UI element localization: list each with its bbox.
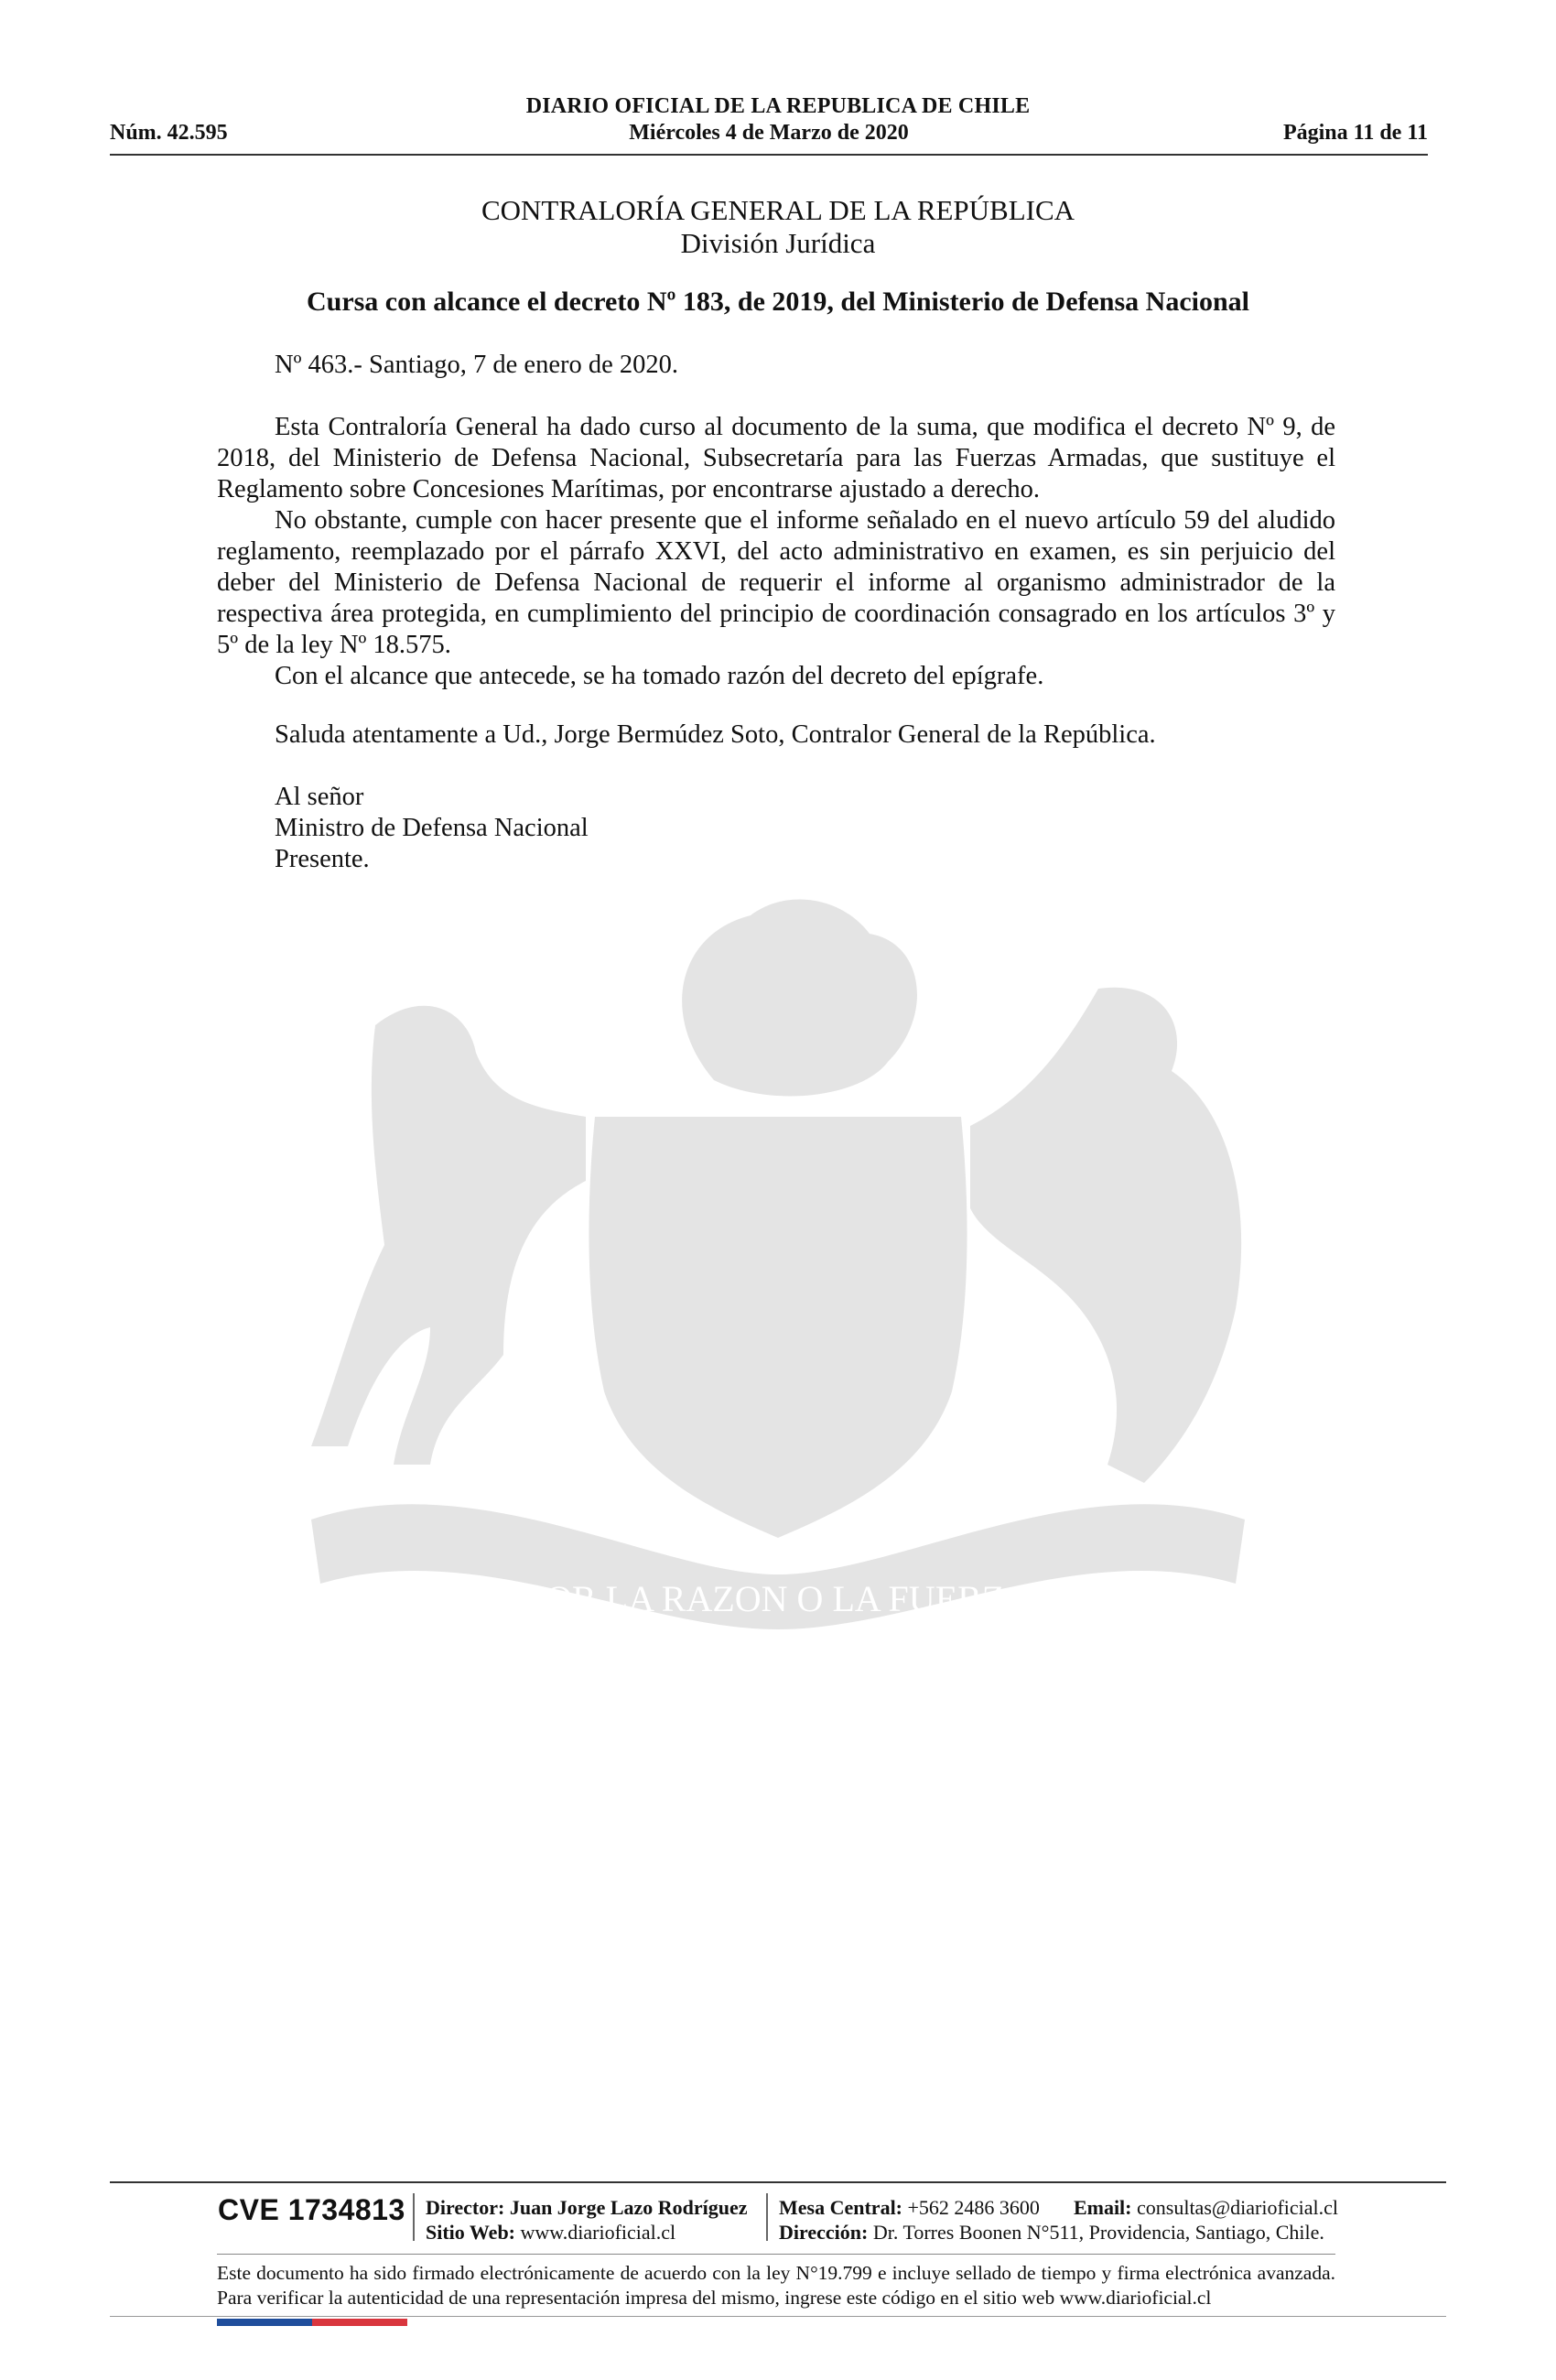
shield-icon — [589, 1117, 967, 1538]
postal-address: Dr. Torres Boonen N°511, Providencia, Santiago, Chile. — [872, 2221, 1324, 2244]
issue-number: Núm. 42.595 — [110, 121, 228, 145]
addressee-line-1: Al señor — [275, 783, 364, 811]
page-number: Página 11 de 11 — [1282, 121, 1428, 145]
header-row — [110, 121, 1428, 150]
footer-director-column — [426, 2195, 748, 2245]
signature-disclaimer: Este documento ha sido firmado electrónicamente de acuerdo con la ley N°19.799 e incluye sellado de tiempo y firma electrónica avanzada. Para verificar la autenticidad de una representación impresa del mismo, ingrese este código en el sitio web www.diarioficial.cl — [217, 2262, 1335, 2309]
issuing-organization — [0, 194, 1556, 260]
email-label: Email: — [1073, 2196, 1132, 2219]
paragraph-1: Esta Contraloría General ha dado curso al documento de la suma, que modifica el decreto Nº 9, de 2018, del Ministerio de Defensa Nacional, Subsecretaría para las Fuerzas Armadas, que sustituye el Reglamento sobre Concesiones Marítimas, por encontrarse ajustado a derecho. — [217, 413, 1335, 503]
director-label: Director: — [426, 2196, 505, 2219]
phone-number: +562 2486 3600 — [907, 2196, 1040, 2219]
email-address[interactable]: consultas@diarioficial.cl — [1137, 2196, 1339, 2219]
document-heading: Cursa con alcance el decreto Nº 183, de 2019, del Ministerio de Defensa Nacional — [306, 287, 1250, 317]
web-label: Sitio Web: — [426, 2221, 516, 2244]
footer-divider-mid — [217, 2254, 1335, 2255]
coat-of-arms-watermark — [201, 879, 1355, 1684]
director-name: Juan Jorge Lazo Rodríguez — [509, 2196, 748, 2219]
paragraph-3: Con el alcance que antecede, se ha tomado razón del decreto del epígrafe. — [275, 662, 1044, 690]
addressee-block — [217, 782, 1335, 875]
phone-label: Mesa Central: — [779, 2196, 903, 2219]
addressee-line-3: Presente. — [275, 845, 370, 873]
reference-line — [217, 350, 1335, 381]
condor-icon — [970, 988, 1241, 1483]
closing-block — [217, 719, 1335, 751]
addressee-line-2: Ministro de Defensa Nacional — [275, 814, 589, 842]
footer-divider-bottom — [110, 2316, 1446, 2317]
footer-separator — [413, 2193, 415, 2241]
reference: Nº 463.- Santiago, 7 de enero de 2020. — [275, 351, 678, 379]
flag-stripe-red — [312, 2319, 407, 2326]
flag-stripe-blue — [217, 2319, 312, 2326]
paragraph-2: No obstante, cumple con hacer presente que el informe señalado en el nuevo artículo 59 del aludido reglamento, reemplazado por el párrafo XXVI, del acto administrativo en examen, es sin perjuicio del deber del Ministerio de Defensa Nacional de requerir el informe al organismo administrador de la respectiva área protegida, en cumplimiento del principio de coordinación consagrado en los artículos 3º y 5º de la ley Nº 18.575. — [217, 506, 1335, 659]
watermark-motto: POR LA RAZON O LA FUERZA — [524, 1578, 1032, 1619]
organization-division: División Jurídica — [680, 227, 876, 259]
address-label: Dirección: — [779, 2221, 869, 2244]
footer-divider-top — [110, 2181, 1446, 2183]
cve-code: CVE 1734813 — [218, 2193, 405, 2226]
huemul-icon — [311, 1006, 586, 1465]
header-divider — [110, 154, 1428, 156]
gazette-title: DIARIO OFICIAL DE LA REPUBLICA DE CHILE — [525, 94, 1031, 118]
issue-date: Miércoles 4 de Marzo de 2020 — [629, 121, 909, 145]
body-text — [217, 412, 1335, 692]
plume-icon — [682, 900, 917, 1097]
organization-name: CONTRALORÍA GENERAL DE LA REPÚBLICA — [481, 194, 1075, 226]
web-link[interactable]: www.diarioficial.cl — [520, 2221, 676, 2244]
footer-contact-column — [779, 2195, 1338, 2245]
closing-salutation: Saluda atentamente a Ud., Jorge Bermúdez Soto, Contralor General de la República. — [275, 720, 1156, 749]
footer-separator — [766, 2193, 768, 2241]
